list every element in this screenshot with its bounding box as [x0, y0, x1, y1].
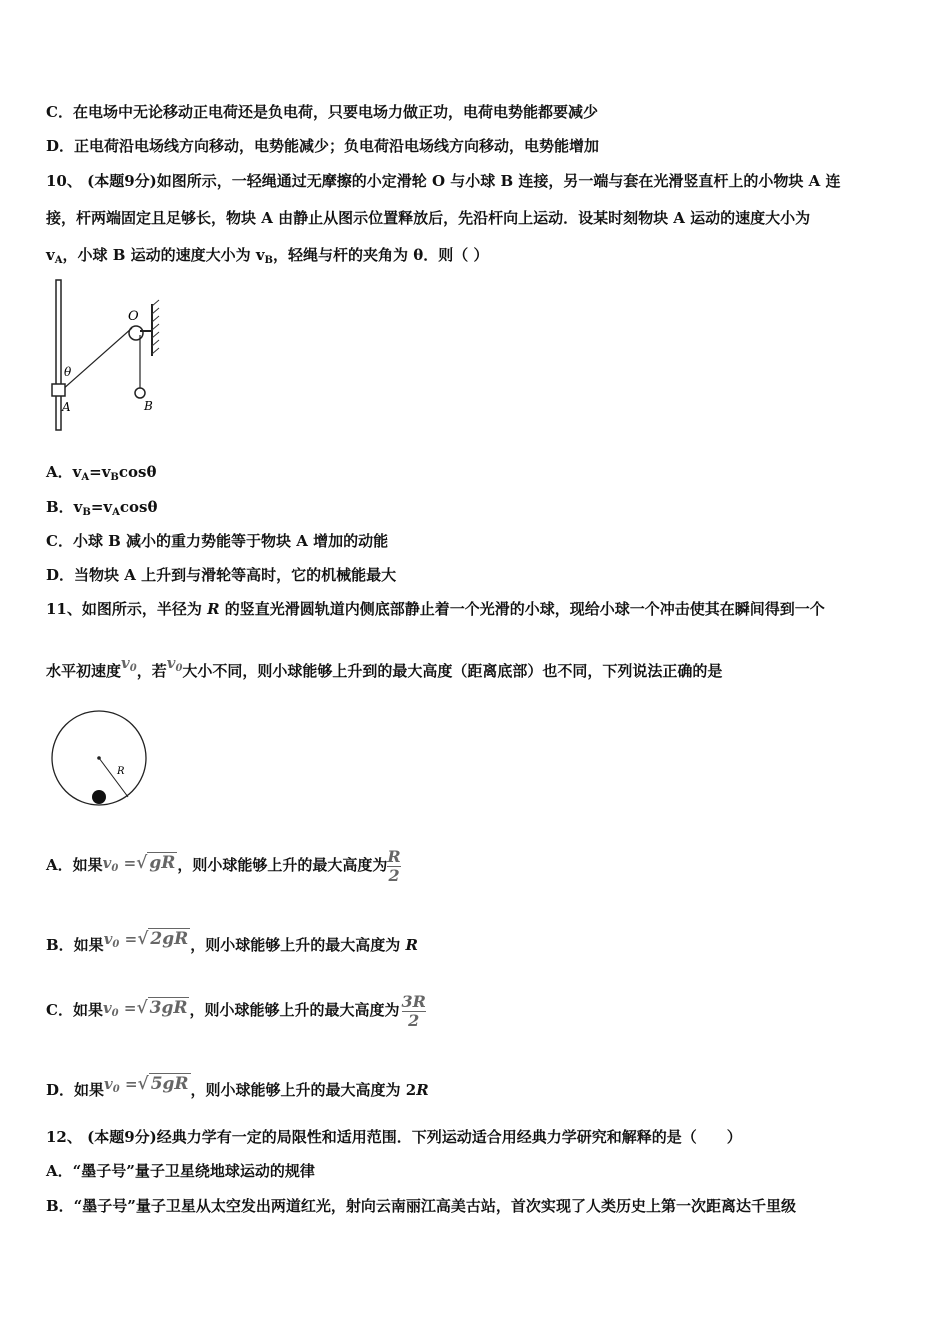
block-A: [52, 384, 65, 396]
option-c-prev: C．在电场中无论移动正电荷还是负电荷，只要电场力做正功，电荷电势能都要减少: [46, 103, 598, 121]
label-O: O: [128, 309, 139, 324]
q11-option-a: A．如果$v_0$ =√ gR ，则小球能够上升的最大高度为 $\frac{R}{2}$: [46, 846, 401, 885]
q10-option-c: C．小球 B 减小的重力势能等于物块 A 增加的动能: [46, 532, 389, 550]
q11-figure: [48, 708, 154, 812]
q12-option-a: A．“墨子号”量子卫星绕地球运动的规律: [46, 1162, 315, 1180]
q11-option-b: B．如果$v_0$ =√ 2gR ，则小球能够上升的最大高度为 R: [46, 929, 418, 954]
label-R: R: [117, 766, 125, 777]
q11-stem-line2: 水平初速度$v_0$，若$v_0$大小不同，则小球能够上升到的最大高度（距离底部）也不同，下列说法正确的是: [46, 654, 723, 680]
q11-option-c: C．如果$v_0$ =√ 3gR ，则小球能够上升的最大高度为 $\frac{3R}{2}$: [46, 991, 426, 1030]
q11-stem-line1: 11、如图所示，半径为 R 的竖直光滑圆轨道内侧底部静止着一个光滑的小球，现给小球一个冲击使其在瞬间得到一个: [46, 600, 825, 618]
rope-to-A: [62, 328, 132, 390]
option-d-prev: D．正电荷沿电场线方向移动，电势能减少；负电荷沿电场线方向移动，电势能增加: [46, 137, 600, 155]
ball-B: [135, 388, 145, 398]
q12-stem: 12、 (本题9分)经典力学有一定的局限性和适用范围．下列运动适合用经典力学研究和解释的是（ ）: [46, 1128, 742, 1146]
q10-figure: [44, 276, 174, 436]
q11-option-d: D．如果$v_0$ =√ 5gR ，则小球能够上升的最大高度为 2R: [46, 1074, 429, 1099]
vertical-rod: [56, 280, 61, 430]
q10-option-d: D．当物块 A 上升到与滑轮等高时，它的机械能最大: [46, 566, 397, 584]
label-A: A: [62, 400, 71, 414]
radius-line: [99, 758, 128, 797]
label-B: B: [144, 399, 153, 413]
label-theta: θ: [64, 365, 72, 379]
q10-stem-line3: $v_A$，小球 B 运动的速度大小为 $v_B$，轻绳与杆的夹角为 θ．则（ ）: [46, 246, 489, 266]
q10-option-a: A．$v_A=v_B\cos\theta$: [46, 463, 157, 483]
q10-stem-line2: 接，杆两端固定且足够长，物块 A 由静止从图示位置释放后，先沿杆向上运动．设某时刻物块 A 运动的速度大小为: [46, 209, 811, 227]
small-ball: [92, 790, 106, 804]
q12-option-b: B．“墨子号”量子卫星从太空发出两道红光，射向云南丽江高美古站，首次实现了人类历史上第一次距离达千里级: [46, 1197, 796, 1215]
q10-option-b: B．$v_B=v_A\cos\theta$: [46, 498, 158, 518]
wall-hatching: [152, 300, 159, 354]
q10-stem-line1: 10、 (本题9分)如图所示，一轻绳通过无摩擦的小定滑轮 O 与小球 B 连接，另一端与套在光滑竖直杆上的小物块 A 连: [46, 172, 841, 190]
